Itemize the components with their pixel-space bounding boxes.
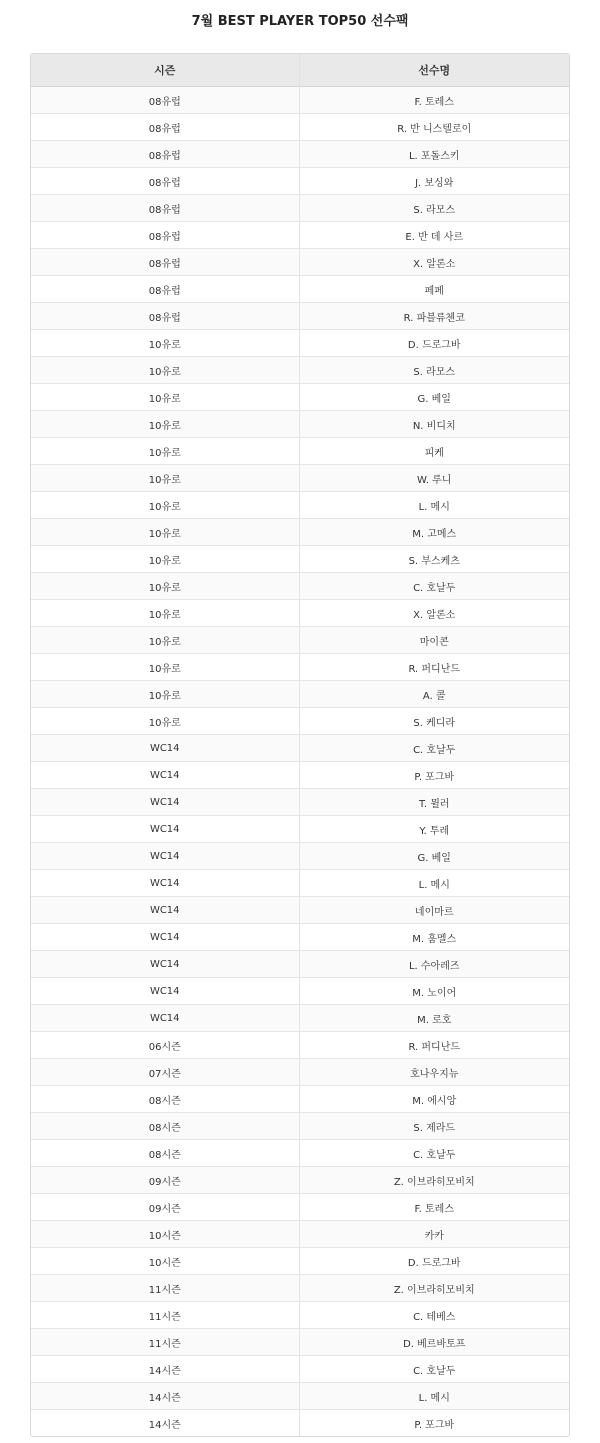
season-cell: WC14: [31, 978, 299, 1005]
table-row: [31, 654, 569, 681]
player-name-cell: C. 호날두: [299, 735, 569, 762]
season-cell: WC14: [31, 735, 299, 762]
player-table-container: [30, 53, 570, 1437]
player-name-cell: R. 퍼디난드: [299, 654, 569, 681]
player-name-cell: E. 반 데 사르: [299, 222, 569, 249]
table-row: [31, 546, 569, 573]
table-row: [31, 1167, 569, 1194]
season-cell: 10유로: [31, 411, 299, 438]
table-row: [31, 789, 569, 816]
player-name-cell: P. 포그바: [299, 762, 569, 789]
season-cell: WC14: [31, 789, 299, 816]
season-cell: 10유로: [31, 573, 299, 600]
player-name-cell: 네이마르: [299, 897, 569, 924]
table-row: [31, 1248, 569, 1275]
season-cell: 14시즌: [31, 1410, 299, 1437]
table-row: [31, 330, 569, 357]
table-row: [31, 1059, 569, 1086]
table-row: [31, 1410, 569, 1437]
player-name-cell: A. 콜: [299, 681, 569, 708]
table-row: [31, 1113, 569, 1140]
table-row: [31, 762, 569, 789]
table-row: [31, 276, 569, 303]
season-cell: 10유로: [31, 654, 299, 681]
player-name-cell: J. 보싱와: [299, 168, 569, 195]
table-row: [31, 411, 569, 438]
player-name-cell: L. 포돌스키: [299, 141, 569, 168]
player-name-cell: X. 알론소: [299, 600, 569, 627]
player-name-cell: R. 파블류첸코: [299, 303, 569, 330]
season-cell: WC14: [31, 897, 299, 924]
table-row: [31, 195, 569, 222]
player-table: [31, 54, 569, 1436]
table-row: [31, 357, 569, 384]
table-row: [31, 249, 569, 276]
season-cell: 10유로: [31, 600, 299, 627]
table-row: [31, 627, 569, 654]
season-cell: 09시즌: [31, 1194, 299, 1221]
season-cell: 10유로: [31, 357, 299, 384]
table-row: [31, 1302, 569, 1329]
season-cell: 10유로: [31, 519, 299, 546]
table-row: [31, 519, 569, 546]
table-row: [31, 114, 569, 141]
season-cell: 08유럽: [31, 114, 299, 141]
header-row: [31, 54, 569, 87]
table-row: [31, 708, 569, 735]
season-cell: 08유럽: [31, 249, 299, 276]
season-cell: WC14: [31, 951, 299, 978]
table-row: [31, 978, 569, 1005]
table-row: [31, 141, 569, 168]
player-name-cell: D. 드로그바: [299, 1248, 569, 1275]
table-row: [31, 438, 569, 465]
season-cell: WC14: [31, 1005, 299, 1032]
table-header: [31, 54, 569, 87]
season-cell: 08시즌: [31, 1113, 299, 1140]
table-row: [31, 1329, 569, 1356]
player-name-cell: 마이콘: [299, 627, 569, 654]
season-cell: 10시즌: [31, 1248, 299, 1275]
season-cell: 10유로: [31, 465, 299, 492]
table-row: [31, 492, 569, 519]
season-cell: WC14: [31, 762, 299, 789]
player-name-cell: C. 호날두: [299, 573, 569, 600]
table-body: [31, 87, 569, 1437]
season-cell: 08유럽: [31, 168, 299, 195]
player-name-cell: S. 라모스: [299, 357, 569, 384]
player-name-cell: G. 베일: [299, 384, 569, 411]
player-name-cell: Z. 이브라히모비치: [299, 1275, 569, 1302]
season-cell: 10유로: [31, 708, 299, 735]
player-name-cell: D. 드로그바: [299, 330, 569, 357]
table-row: [31, 1275, 569, 1302]
season-cell: 08유럽: [31, 195, 299, 222]
season-cell: 08유럽: [31, 87, 299, 114]
table-row: [31, 1086, 569, 1113]
table-row: [31, 681, 569, 708]
season-cell: 06시즌: [31, 1032, 299, 1059]
season-cell: 10유로: [31, 681, 299, 708]
table-row: [31, 600, 569, 627]
season-cell: 11시즌: [31, 1275, 299, 1302]
season-cell: 11시즌: [31, 1302, 299, 1329]
table-row: [31, 1140, 569, 1167]
season-cell: 10유로: [31, 438, 299, 465]
page-title: 7월 BEST PLAYER TOP50 선수팩: [191, 14, 409, 29]
player-name-cell: L. 메시: [299, 1383, 569, 1410]
table-row: [31, 1194, 569, 1221]
table-row: [31, 1383, 569, 1410]
season-cell: WC14: [31, 843, 299, 870]
table-row: [31, 465, 569, 492]
player-name-cell: G. 베일: [299, 843, 569, 870]
column-header-season: 시즌: [31, 54, 299, 87]
player-name-cell: D. 베르바토프: [299, 1329, 569, 1356]
table-row: [31, 87, 569, 114]
season-cell: 14시즌: [31, 1356, 299, 1383]
season-cell: 08유럽: [31, 222, 299, 249]
player-name-cell: L. 수아레즈: [299, 951, 569, 978]
table-row: [31, 573, 569, 600]
player-name-cell: Y. 투레: [299, 816, 569, 843]
season-cell: 08유럽: [31, 303, 299, 330]
player-name-cell: S. 부스케츠: [299, 546, 569, 573]
season-cell: 10유로: [31, 492, 299, 519]
player-name-cell: S. 라모스: [299, 195, 569, 222]
player-name-cell: T. 뮐러: [299, 789, 569, 816]
player-name-cell: F. 토레스: [299, 87, 569, 114]
player-name-cell: C. 테베스: [299, 1302, 569, 1329]
season-cell: WC14: [31, 870, 299, 897]
season-cell: 10유로: [31, 627, 299, 654]
table-row: [31, 735, 569, 762]
player-name-cell: 페페: [299, 276, 569, 303]
season-cell: 10유로: [31, 330, 299, 357]
table-row: [31, 924, 569, 951]
player-name-cell: S. 케디라: [299, 708, 569, 735]
season-cell: 08유럽: [31, 141, 299, 168]
player-name-cell: R. 퍼디난드: [299, 1032, 569, 1059]
table-row: [31, 1032, 569, 1059]
player-name-cell: M. 에시앙: [299, 1086, 569, 1113]
player-name-cell: C. 호날두: [299, 1140, 569, 1167]
player-name-cell: R. 반 니스텔로이: [299, 114, 569, 141]
player-name-cell: L. 메시: [299, 492, 569, 519]
player-name-cell: M. 훔멜스: [299, 924, 569, 951]
player-name-cell: M. 노이어: [299, 978, 569, 1005]
table-row: [31, 951, 569, 978]
season-cell: 10시즌: [31, 1221, 299, 1248]
player-name-cell: 카카: [299, 1221, 569, 1248]
season-cell: 09시즌: [31, 1167, 299, 1194]
season-cell: 08시즌: [31, 1140, 299, 1167]
table-row: [31, 1356, 569, 1383]
player-name-cell: S. 제라드: [299, 1113, 569, 1140]
season-cell: 08유럽: [31, 276, 299, 303]
player-name-cell: W. 루니: [299, 465, 569, 492]
player-name-cell: F. 토레스: [299, 1194, 569, 1221]
player-name-cell: 호나우지뉴: [299, 1059, 569, 1086]
season-cell: 14시즌: [31, 1383, 299, 1410]
table-row: [31, 1221, 569, 1248]
table-row: [31, 843, 569, 870]
table-row: [31, 168, 569, 195]
player-name-cell: X. 알론소: [299, 249, 569, 276]
season-cell: 11시즌: [31, 1329, 299, 1356]
season-cell: 10유로: [31, 546, 299, 573]
player-name-cell: M. 로호: [299, 1005, 569, 1032]
column-header-player-name: 선수명: [299, 54, 569, 87]
player-name-cell: 피케: [299, 438, 569, 465]
player-name-cell: Z. 이브라히모비치: [299, 1167, 569, 1194]
table-row: [31, 1005, 569, 1032]
table-row: [31, 816, 569, 843]
player-name-cell: M. 고메스: [299, 519, 569, 546]
season-cell: WC14: [31, 924, 299, 951]
table-row: [31, 870, 569, 897]
player-name-cell: L. 메시: [299, 870, 569, 897]
player-name-cell: P. 포그바: [299, 1410, 569, 1437]
table-row: [31, 222, 569, 249]
season-cell: 08시즌: [31, 1086, 299, 1113]
player-name-cell: N. 비디치: [299, 411, 569, 438]
player-name-cell: C. 호날두: [299, 1356, 569, 1383]
season-cell: WC14: [31, 816, 299, 843]
season-cell: 07시즌: [31, 1059, 299, 1086]
table-row: [31, 897, 569, 924]
table-row: [31, 303, 569, 330]
season-cell: 10유로: [31, 384, 299, 411]
table-row: [31, 384, 569, 411]
